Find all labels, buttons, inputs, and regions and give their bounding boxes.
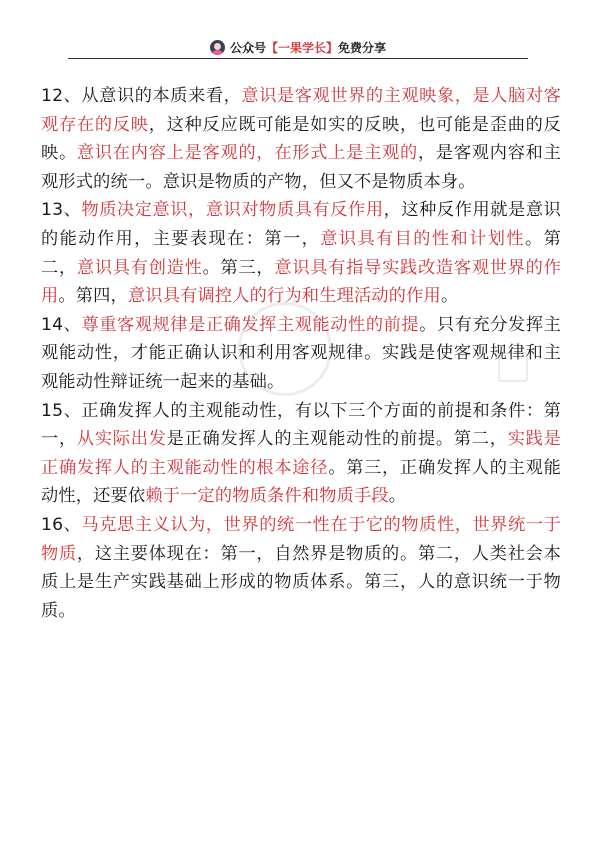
paragraph-16: [41, 511, 561, 625]
highlight-text: 物质决定意识，意识对物质具有反作用: [81, 200, 384, 221]
highlight-text: 马克思主义认为，世界的统一性在于它的物质性，世界统一于物质: [41, 514, 561, 564]
highlight-text: 意识具有创造性: [76, 257, 203, 278]
body-text: ，这种反应既可能是如实的反映，也可能是歪曲的反映。: [41, 114, 561, 164]
page-header: [0, 36, 596, 58]
highlight-text: 从实际出发: [76, 429, 167, 450]
body-text: 。第二，: [41, 228, 561, 278]
body-text: 16、: [41, 514, 82, 535]
body-text: 15、正确发挥人的主观能动性，有以下三个方面的前提和条件：第一，: [41, 400, 561, 450]
highlight-text: 意识是客观世界的主观映象，是人脑对客观存在的反映: [41, 86, 561, 135]
highlight-text: 尊重客观规律是正确发挥主观能动性的前提: [81, 314, 420, 335]
highlight-text: 实践是正确发挥人的主观能动性的根本途径: [41, 429, 561, 478]
header-suffix: 免费分享: [338, 40, 387, 55]
highlight-text: 意识具有目的性和计划性: [320, 228, 525, 249]
body-text: 。: [440, 286, 459, 307]
highlight-text: 意识在内容上是客观的，在形式上是主观的: [76, 143, 418, 164]
body-text: ，是客观内容和主观形式的统一。意识是物质的产物，但又不是物质本身。: [41, 143, 561, 192]
header-brand: 【一果学长】: [265, 40, 338, 55]
body-text: 。第三，正确发挥人的主观能动性，还要依: [41, 457, 561, 507]
body-text: 。: [388, 486, 407, 507]
body-text: 13、: [41, 200, 82, 221]
highlight-text: 意识具有指导实践改造客观世界的作用: [41, 257, 562, 307]
body-text: 。第四，: [58, 286, 128, 307]
body-text: 。第三，: [202, 257, 275, 278]
body-text: 14、: [41, 314, 82, 335]
highlight-text: 赖于一定的物质条件和物质手段: [145, 486, 389, 507]
header-prefix: 公众号: [229, 40, 266, 55]
header-divider: [68, 58, 528, 59]
body-text: ，这主要体现在：第一，自然界是物质的。第二，人类社会本质上是生产实践基础上形成的物质体系。第三，人的意识统一于物质。: [41, 543, 561, 621]
body-text: 12、从意识的本质来看，: [41, 86, 242, 106]
body-text: ，这种反作用就是意识的能动作用，主要表现在：第一，: [41, 200, 561, 249]
paragraph-14: [41, 311, 561, 397]
paragraph-13: [41, 196, 561, 310]
paragraph-15: [41, 397, 561, 511]
avatar-icon: [210, 40, 225, 55]
paragraph-12: [41, 82, 561, 196]
body-text: 。只有充分发挥主观能动性，才能正确认识和利用客观规律。实践是使客观规律和主观能动性辩证统一起来的基础。: [41, 314, 561, 392]
highlight-text: 意识具有调控人的行为和生理活动的作用: [127, 286, 441, 307]
body-text: 是正确发挥人的主观能动性的前提。第二，: [166, 429, 508, 450]
document-body: [41, 82, 561, 625]
